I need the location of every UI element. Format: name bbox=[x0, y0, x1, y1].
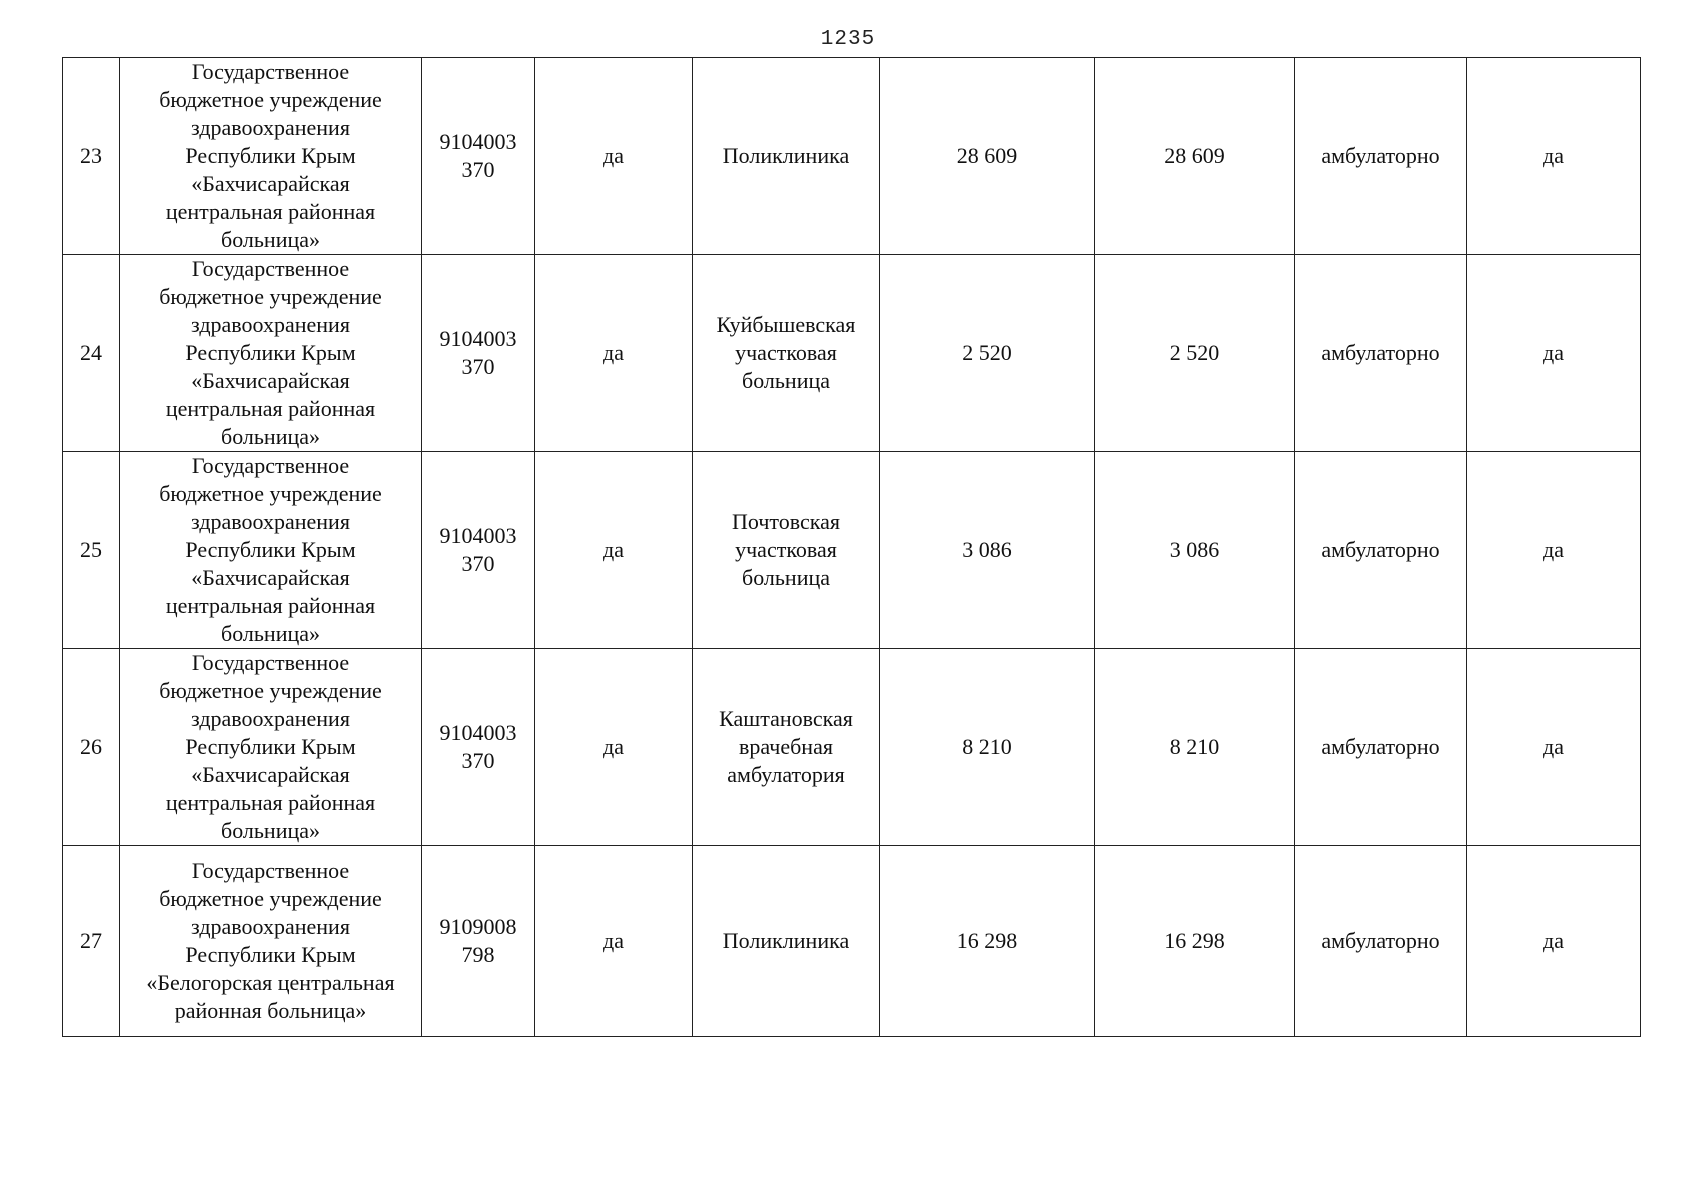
inn-line: 9104003 bbox=[439, 523, 517, 548]
unit-line: Поликлиника bbox=[722, 143, 850, 168]
unit-line: участковая bbox=[735, 537, 837, 562]
flag-cell: да bbox=[535, 255, 693, 452]
table-row bbox=[63, 452, 1641, 649]
flag-cell: да bbox=[535, 846, 693, 1037]
org-line: Республики Крым bbox=[185, 942, 356, 967]
mode-cell: амбулаторно bbox=[1295, 58, 1467, 255]
org-line: районная больница» bbox=[174, 998, 367, 1023]
organization-name bbox=[120, 58, 422, 255]
org-line: «Бахчисарайская bbox=[191, 762, 350, 787]
inn-line: 9104003 bbox=[439, 129, 517, 154]
flag-cell: да bbox=[1467, 846, 1641, 1037]
inn-code bbox=[422, 649, 535, 846]
inn-line: 370 bbox=[461, 551, 495, 576]
table-row bbox=[63, 255, 1641, 452]
flag-cell: да bbox=[535, 452, 693, 649]
inn-code bbox=[422, 255, 535, 452]
row-number: 24 bbox=[63, 255, 120, 452]
organization-name bbox=[120, 255, 422, 452]
mode-cell: амбулаторно bbox=[1295, 846, 1467, 1037]
value-cell: 8 210 bbox=[1095, 649, 1295, 846]
organization-name bbox=[120, 846, 422, 1037]
org-line: Республики Крым bbox=[185, 340, 356, 365]
org-line: Государственное bbox=[191, 858, 350, 883]
flag-cell: да bbox=[1467, 649, 1641, 846]
table-row bbox=[63, 649, 1641, 846]
row-number: 23 bbox=[63, 58, 120, 255]
table-row bbox=[63, 846, 1641, 1037]
org-line: центральная районная bbox=[165, 396, 376, 421]
inn-line: 9104003 bbox=[439, 720, 517, 745]
inn-code bbox=[422, 58, 535, 255]
org-line: Государственное bbox=[191, 453, 350, 478]
inn-line: 370 bbox=[461, 157, 495, 182]
row-number: 25 bbox=[63, 452, 120, 649]
value-cell: 16 298 bbox=[1095, 846, 1295, 1037]
value-cell: 3 086 bbox=[1095, 452, 1295, 649]
unit-line: Почтовская bbox=[732, 509, 840, 534]
org-line: Республики Крым bbox=[185, 734, 356, 759]
unit-name bbox=[693, 58, 880, 255]
org-line: больница» bbox=[221, 818, 320, 843]
row-number: 26 bbox=[63, 649, 120, 846]
inn-line: 9104003 bbox=[439, 326, 517, 351]
org-line: Государственное bbox=[191, 59, 350, 84]
value-cell: 2 520 bbox=[880, 255, 1095, 452]
org-line: Государственное bbox=[191, 256, 350, 281]
org-line: здравоохранения bbox=[191, 914, 350, 939]
org-line: здравоохранения bbox=[191, 706, 350, 731]
unit-name bbox=[693, 846, 880, 1037]
org-line: центральная районная bbox=[165, 790, 376, 815]
value-cell: 3 086 bbox=[880, 452, 1095, 649]
organization-name bbox=[120, 452, 422, 649]
unit-line: амбулатория bbox=[727, 762, 845, 787]
inn-code bbox=[422, 846, 535, 1037]
inn-line: 798 bbox=[461, 942, 495, 967]
org-line: «Бахчисарайская bbox=[191, 565, 350, 590]
row-number: 27 bbox=[63, 846, 120, 1037]
mode-cell: амбулаторно bbox=[1295, 649, 1467, 846]
org-line: здравоохранения bbox=[191, 115, 350, 140]
org-line: больница» bbox=[221, 227, 320, 252]
unit-line: больница bbox=[742, 368, 830, 393]
org-line: «Бахчисарайская bbox=[191, 171, 350, 196]
org-line: бюджетное учреждение bbox=[159, 886, 382, 911]
org-line: Республики Крым bbox=[185, 143, 356, 168]
value-cell: 2 520 bbox=[1095, 255, 1295, 452]
flag-cell: да bbox=[1467, 255, 1641, 452]
org-line: Государственное bbox=[191, 650, 350, 675]
org-line: «Бахчисарайская bbox=[191, 368, 350, 393]
unit-line: Каштановская bbox=[719, 706, 853, 731]
unit-name bbox=[693, 649, 880, 846]
unit-line: больница bbox=[742, 565, 830, 590]
unit-name bbox=[693, 452, 880, 649]
unit-line: Куйбышевская bbox=[716, 312, 856, 337]
value-cell: 28 609 bbox=[1095, 58, 1295, 255]
organization-name bbox=[120, 649, 422, 846]
org-line: бюджетное учреждение bbox=[159, 678, 382, 703]
value-cell: 16 298 bbox=[880, 846, 1095, 1037]
org-line: бюджетное учреждение bbox=[159, 284, 382, 309]
flag-cell: да bbox=[535, 649, 693, 846]
org-line: здравоохранения bbox=[191, 509, 350, 534]
org-line: центральная районная bbox=[165, 593, 376, 618]
unit-line: участковая bbox=[735, 340, 837, 365]
inn-code bbox=[422, 452, 535, 649]
org-line: «Белогорская центральная bbox=[146, 970, 395, 995]
table-body bbox=[63, 58, 1641, 1037]
mode-cell: амбулаторно bbox=[1295, 452, 1467, 649]
org-line: здравоохранения bbox=[191, 312, 350, 337]
facility-table bbox=[62, 57, 1641, 1037]
inn-line: 370 bbox=[461, 354, 495, 379]
inn-line: 9109008 bbox=[439, 914, 517, 939]
unit-line: врачебная bbox=[739, 734, 833, 759]
page-number: 1235 bbox=[820, 28, 876, 51]
inn-line: 370 bbox=[461, 748, 495, 773]
org-line: бюджетное учреждение bbox=[159, 481, 382, 506]
unit-line: Поликлиника bbox=[722, 928, 850, 953]
org-line: Республики Крым bbox=[185, 537, 356, 562]
unit-name bbox=[693, 255, 880, 452]
flag-cell: да bbox=[1467, 58, 1641, 255]
flag-cell: да bbox=[535, 58, 693, 255]
value-cell: 28 609 bbox=[880, 58, 1095, 255]
org-line: центральная районная bbox=[165, 199, 376, 224]
org-line: больница» bbox=[221, 424, 320, 449]
table-row bbox=[63, 58, 1641, 255]
value-cell: 8 210 bbox=[880, 649, 1095, 846]
org-line: больница» bbox=[221, 621, 320, 646]
flag-cell: да bbox=[1467, 452, 1641, 649]
mode-cell: амбулаторно bbox=[1295, 255, 1467, 452]
org-line: бюджетное учреждение bbox=[159, 87, 382, 112]
